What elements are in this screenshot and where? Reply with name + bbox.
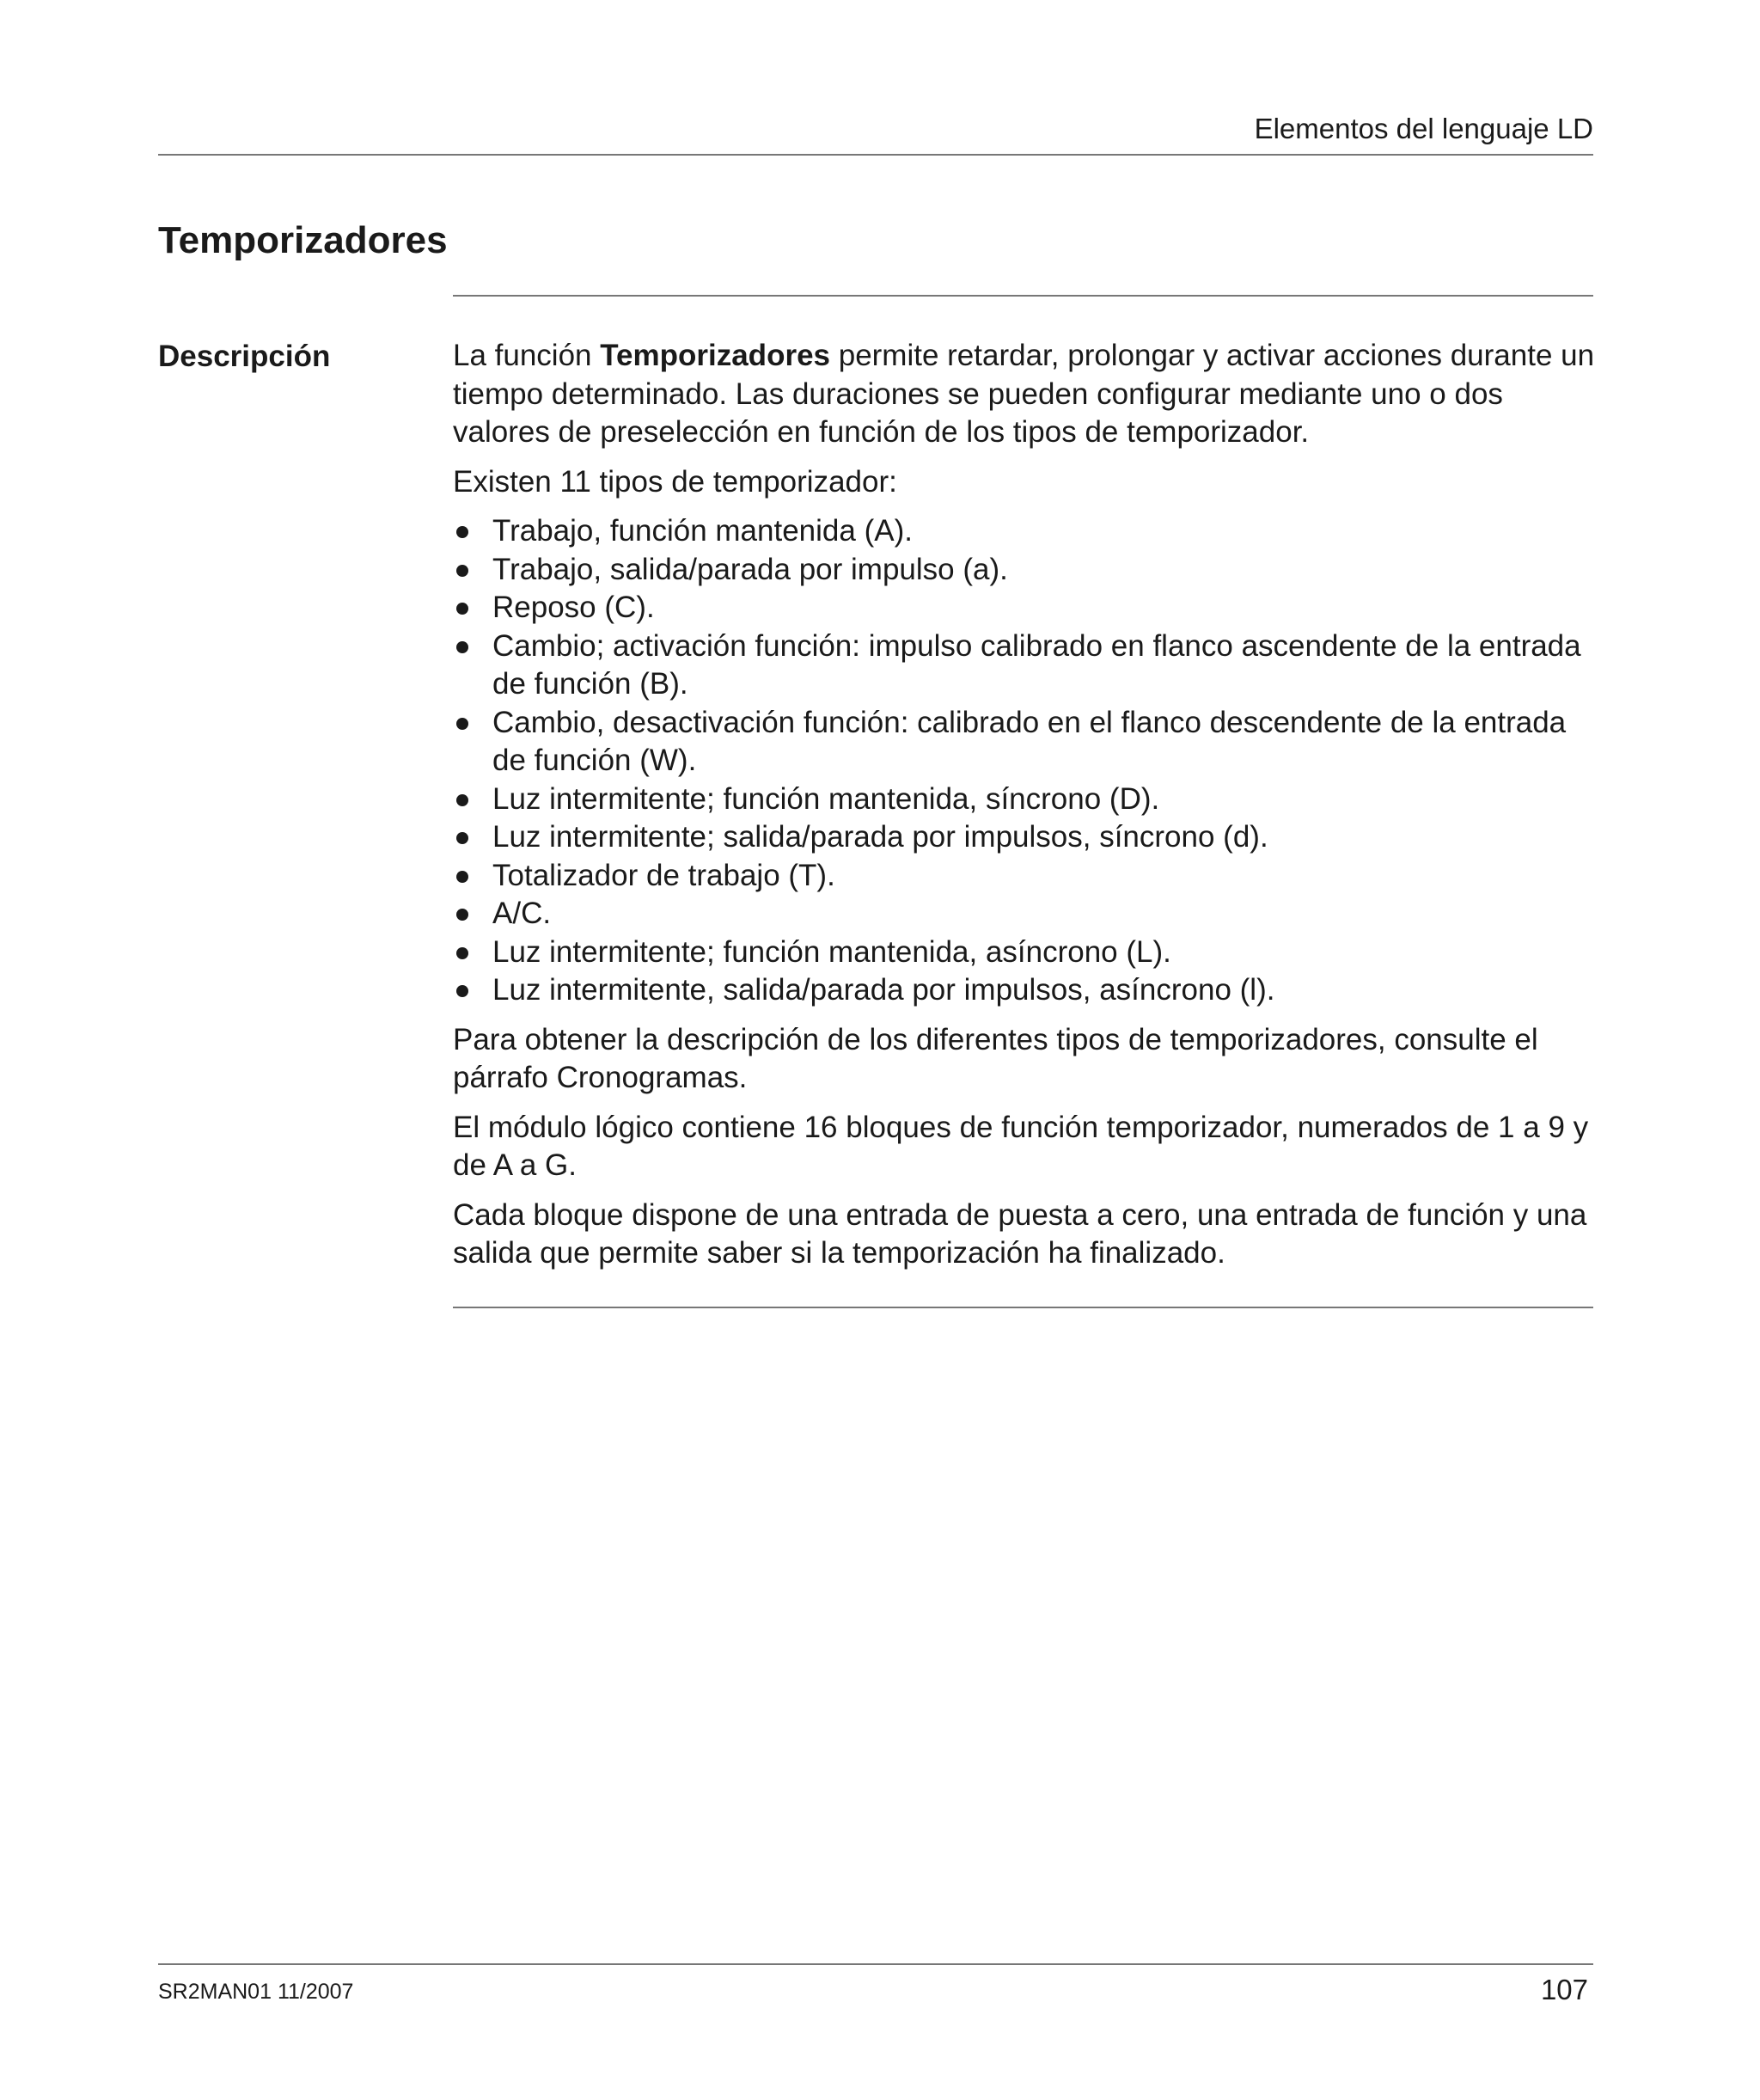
list-item-text: Luz intermitente; función mantenida, asíncrono (L).	[492, 934, 1171, 969]
page-number: 107	[1540, 1974, 1588, 2005]
timer-types-list	[453, 512, 1596, 1010]
bullet-icon	[456, 565, 468, 577]
list-item-text: Luz intermitente; función mantenida, síncrono (D).	[492, 781, 1160, 816]
list-item	[453, 551, 1596, 590]
list-item-text: Luz intermitente, salida/parada por impulsos, asíncrono (l).	[492, 973, 1275, 1007]
bullet-icon	[456, 947, 468, 959]
list-item-text: Cambio; activación función: impulso calibrado en flanco ascendente de la entrada de función (B).	[492, 628, 1581, 701]
bloques-paragraph: El módulo lógico contiene 16 bloques de función temporizador, numerados de 1 a 9 y de A a G.	[453, 1110, 1589, 1182]
types-intro: Existen 11 tipos de temporizador:	[453, 464, 897, 499]
list-item-text: A/C.	[492, 897, 552, 930]
running-header: Elementos del lenguaje LD	[1254, 113, 1593, 144]
list-item	[453, 818, 1596, 857]
list-item	[453, 589, 1596, 628]
list-item-text: Cambio, desactivación función: calibrado en el flanco descendente de la entrada de función (W).	[492, 705, 1567, 777]
intro-bold-term: Temporizadores	[600, 339, 830, 372]
list-item-text: Trabajo, salida/parada por impulso (a).	[492, 552, 1008, 586]
list-item	[453, 934, 1596, 972]
bullet-icon	[456, 794, 468, 806]
section-title: Temporizadores	[158, 219, 448, 261]
bullet-icon	[456, 871, 468, 883]
entradas-paragraph: Cada bloque dispone de una entrada de puesta a cero, una entrada de función y una salida que permite saber si la temporización ha finalizado.	[453, 1197, 1587, 1270]
section-top-divider	[453, 295, 1593, 297]
list-item	[453, 781, 1596, 819]
list-item	[453, 704, 1596, 781]
intro-suffix: permite retardar, prolongar y activar acciones durante un tiempo determinado. Las duraciones se pueden configurar mediante uno o dos valores de preselección en función de los tipos de temporizador.	[453, 339, 1595, 449]
header-divider	[158, 154, 1593, 156]
cronogramas-paragraph: Para obtener la descripción de los diferentes tipos de temporizadores, consulte el párrafo Cronogramas.	[453, 1022, 1538, 1094]
bullet-icon	[456, 718, 468, 730]
section-bottom-divider	[453, 1307, 1593, 1308]
list-item-text: Luz intermitente; salida/parada por impulsos, síncrono (d).	[492, 820, 1268, 854]
list-item	[453, 512, 1596, 551]
list-item-text: Reposo (C).	[492, 591, 655, 624]
side-heading: Descripción	[158, 340, 331, 373]
list-item	[453, 857, 1596, 896]
bullet-icon	[456, 832, 468, 844]
list-item	[453, 971, 1596, 1010]
bullet-icon	[456, 909, 468, 921]
bullet-icon	[456, 641, 468, 653]
bullet-icon	[456, 603, 468, 615]
description-content	[453, 337, 1596, 1284]
list-item	[453, 628, 1596, 704]
bullet-icon	[456, 985, 468, 997]
footer-divider	[158, 1963, 1593, 1965]
list-item	[453, 895, 1596, 934]
intro-paragraph	[453, 337, 1596, 452]
footer-doc-ref: SR2MAN01 11/2007	[158, 1980, 354, 2004]
list-item-text: Trabajo, función mantenida (A).	[492, 514, 913, 548]
bullet-icon	[456, 526, 468, 538]
list-item-text: Totalizador de trabajo (T).	[492, 858, 835, 892]
intro-prefix: La función	[453, 339, 601, 372]
